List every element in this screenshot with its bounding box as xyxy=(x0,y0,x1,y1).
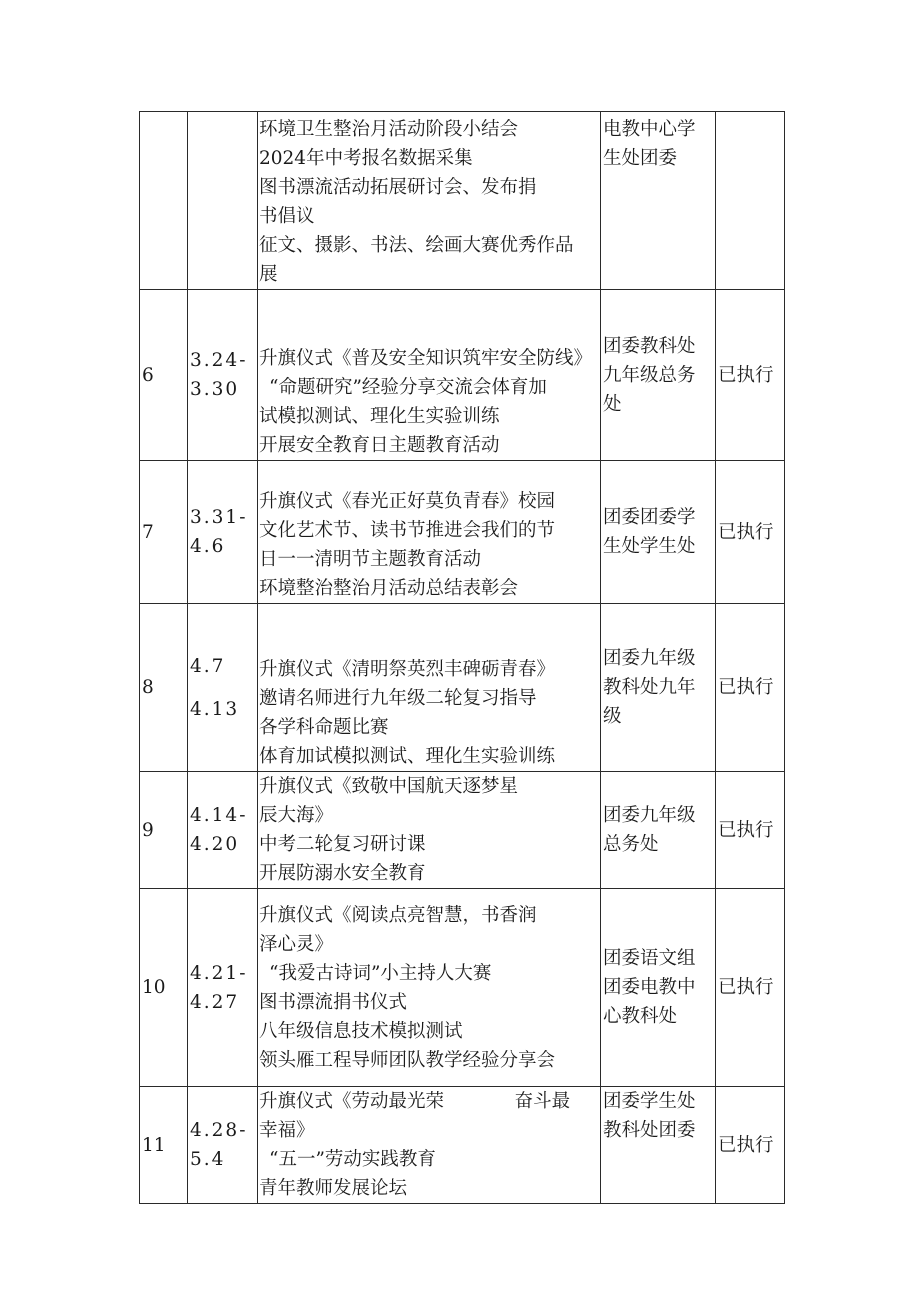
department-cell xyxy=(601,889,716,1087)
status-cell: 已执行 xyxy=(716,889,785,1087)
department-cell xyxy=(601,772,716,889)
department-line: 级 xyxy=(603,706,622,727)
activity-line: 幸福》 xyxy=(259,1120,315,1141)
activity-line: 升旗仪式《普及安全知识筑牢安全防线》 xyxy=(259,348,593,369)
activity-line: “命题研究”经验分享交流会体育加 xyxy=(269,377,547,398)
activity-line: 体育加试模拟测试、理化生实验训练 xyxy=(259,745,556,767)
activity-content-cell xyxy=(258,290,601,461)
date-start: 4.21- xyxy=(190,962,248,984)
activity-line: 八年级信息技术模拟测试 xyxy=(259,1020,463,1042)
activity-content-cell xyxy=(258,772,601,889)
department-line: 生处学生处 xyxy=(603,536,696,557)
activity-line: 各学科命题比赛 xyxy=(259,716,389,738)
activity-content-cell xyxy=(258,461,601,604)
activity-line: 环境整治整治月活动总结表彰会 xyxy=(259,578,519,599)
activity-line: 图书漂流捐书仪式 xyxy=(259,991,408,1013)
department-cell xyxy=(601,461,716,604)
date-start: 4.14- xyxy=(190,805,248,826)
department-line: 处 xyxy=(603,393,622,415)
activity-content-cell xyxy=(258,889,601,1087)
schedule-table xyxy=(139,111,785,1204)
date-range-cell xyxy=(188,889,258,1087)
activity-line: 征文、摄影、书法、绘画大赛优秀作品 xyxy=(259,235,574,256)
department-line: 团委教科处 xyxy=(603,335,696,357)
date-range-cell xyxy=(188,461,258,604)
activity-line: 升旗仪式《劳动最光荣 奋斗最 xyxy=(259,1091,571,1112)
table-row xyxy=(140,889,785,1087)
activity-line: 图书漂流活动拓展研讨会、发布捐 xyxy=(259,177,537,198)
date-spacer xyxy=(190,681,257,695)
table-row xyxy=(140,772,785,889)
date-range-cell xyxy=(188,1087,258,1204)
department-cell xyxy=(601,1087,716,1204)
activity-content-cell xyxy=(258,1087,601,1204)
department-line: 团委语文组 xyxy=(603,948,696,969)
table-row xyxy=(140,112,785,290)
activity-line: “我爱古诗词”小主持人大赛 xyxy=(269,962,492,984)
date-start: 4.28- xyxy=(190,1120,248,1141)
department-line: 生处团委 xyxy=(603,148,678,169)
date-range-cell xyxy=(188,604,258,772)
activity-line: “五一”劳动实践教育 xyxy=(269,1149,436,1170)
activity-line: 2024年中考报名数据采集 xyxy=(259,148,473,169)
activity-line: 开展防溺水安全教育 xyxy=(259,863,426,884)
activity-line: 辰大海》 xyxy=(259,805,334,826)
department-line: 教科处团委 xyxy=(603,1120,696,1141)
table-row xyxy=(140,604,785,772)
week-number-cell: 6 xyxy=(140,290,188,461)
activity-line: 中考二轮复习研讨课 xyxy=(259,834,426,855)
activity-line: 升旗仪式《阅读点亮智慧，书香润 xyxy=(259,904,537,926)
department-line: 团委电教中 xyxy=(603,977,696,998)
date-end: 4.13 xyxy=(190,698,240,720)
activity-content-cell xyxy=(258,112,601,290)
activity-line: 书倡议 xyxy=(259,206,315,227)
date-range-cell xyxy=(188,112,258,290)
department-line: 团委九年级 xyxy=(603,805,696,826)
status-cell: 已执行 xyxy=(716,461,785,604)
date-start: 3.24- xyxy=(190,350,248,371)
activity-line: 青年教师发展论坛 xyxy=(259,1178,408,1199)
date-start: 3.31- xyxy=(190,507,248,528)
table-row xyxy=(140,290,785,461)
date-end: 5.4 xyxy=(190,1149,226,1170)
table-row xyxy=(140,461,785,604)
status-cell: 已执行 xyxy=(716,772,785,889)
date-range-cell xyxy=(188,772,258,889)
date-start: 4.7 xyxy=(190,655,226,677)
department-line: 团委团委学 xyxy=(603,507,696,528)
activity-line: 展 xyxy=(259,264,278,285)
department-line: 团委学生处 xyxy=(603,1091,696,1112)
week-number-cell: 10 xyxy=(140,889,188,1087)
date-end: 4.27 xyxy=(190,991,240,1013)
activity-content-cell xyxy=(258,604,601,772)
schedule-table-body xyxy=(140,112,785,1204)
activity-line: 泽心灵》 xyxy=(259,933,334,955)
department-line: 电教中心学 xyxy=(603,119,696,140)
department-cell xyxy=(601,112,716,290)
status-cell: 已执行 xyxy=(716,604,785,772)
table-row xyxy=(140,1087,785,1204)
activity-line: 升旗仪式《清明祭英烈丰碑砺青春》 xyxy=(259,658,556,680)
week-number-cell: 9 xyxy=(140,772,188,889)
date-range-cell xyxy=(188,290,258,461)
week-number-cell xyxy=(140,112,188,290)
activity-line: 试模拟测试、理化生实验训练 xyxy=(259,406,500,427)
department-line: 总务处 xyxy=(603,834,659,855)
activity-line: 开展安全教育日主题教育活动 xyxy=(259,435,500,456)
week-number-cell: 11 xyxy=(140,1087,188,1204)
department-line: 教科处九年 xyxy=(603,677,696,698)
week-number-cell: 7 xyxy=(140,461,188,604)
department-line: 心教科处 xyxy=(603,1006,678,1027)
activity-line: 邀请名师进行九年级二轮复习指导 xyxy=(259,687,537,709)
activity-line: 日一一清明节主题教育活动 xyxy=(259,549,482,570)
department-line: 九年级总务 xyxy=(603,364,696,386)
activity-line: 环境卫生整治月活动阶段小结会 xyxy=(259,119,519,140)
date-end: 4.20 xyxy=(190,834,240,855)
activity-line: 领头雁工程导师团队教学经验分享会 xyxy=(259,1049,556,1071)
date-end: 4.6 xyxy=(190,536,226,557)
week-number-cell: 8 xyxy=(140,604,188,772)
status-cell: 已执行 xyxy=(716,290,785,461)
department-cell xyxy=(601,290,716,461)
status-cell: 已执行 xyxy=(716,1087,785,1204)
activity-line: 文化艺术节、读书节推进会我们的节 xyxy=(259,520,556,541)
activity-line: 升旗仪式《春光正好莫负青春》校园 xyxy=(259,491,556,512)
date-end: 3.30 xyxy=(190,379,240,400)
department-cell xyxy=(601,604,716,772)
department-line: 团委九年级 xyxy=(603,648,696,669)
activity-line: 升旗仪式《致敬中国航天逐梦星 xyxy=(259,776,519,797)
status-cell xyxy=(716,112,785,290)
